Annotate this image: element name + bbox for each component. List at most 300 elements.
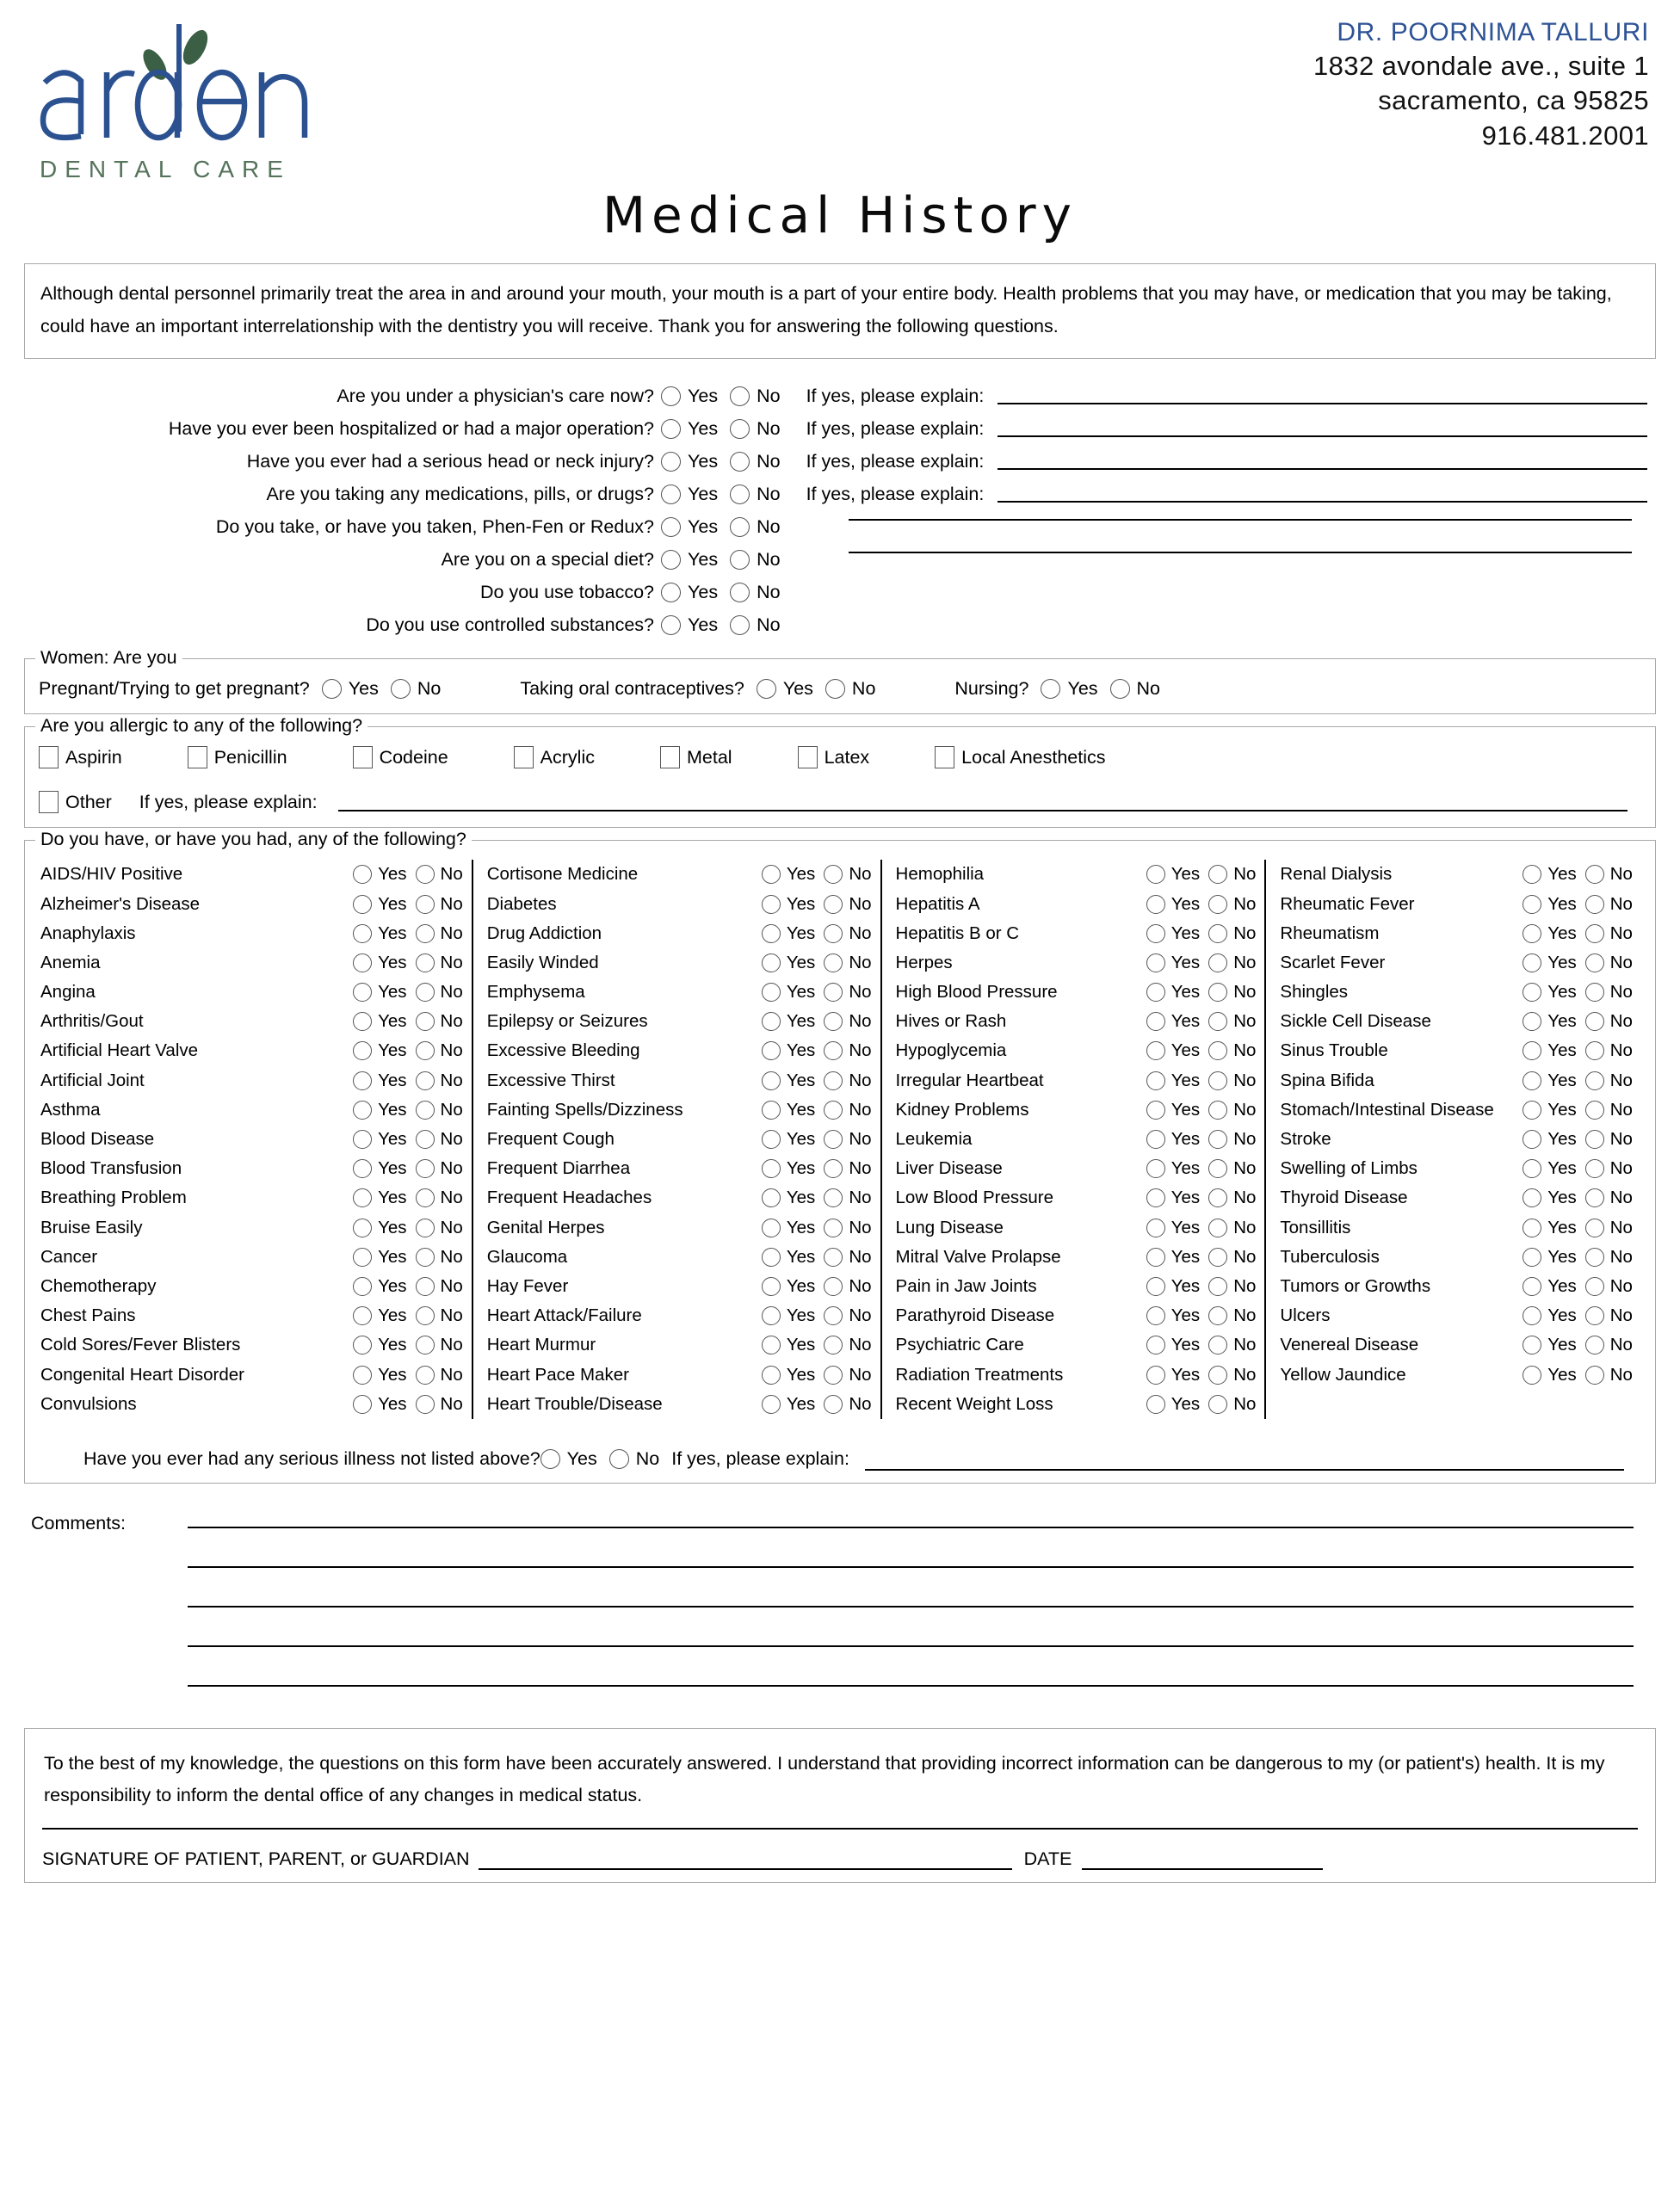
cond-0-9-no-option[interactable] xyxy=(416,1129,472,1150)
cond-1-12-yes-option[interactable] xyxy=(762,1218,824,1238)
general-q6-no-radio[interactable] xyxy=(730,583,750,602)
cond-3-5-yes-radio[interactable] xyxy=(1522,1012,1541,1031)
cond-1-3-no-radio[interactable] xyxy=(824,953,843,972)
cond-1-2-no-radio[interactable] xyxy=(824,924,843,943)
allergy-checkbox[interactable] xyxy=(935,746,954,768)
cond-3-7-no-option[interactable] xyxy=(1585,1071,1641,1091)
cond-3-10-no-radio[interactable] xyxy=(1585,1159,1604,1178)
general-q2-no-radio[interactable] xyxy=(730,452,750,472)
cond-3-3-no-option[interactable] xyxy=(1585,953,1641,973)
cond-1-10-no-radio[interactable] xyxy=(824,1159,843,1178)
cond-0-12-no-option[interactable] xyxy=(416,1218,472,1238)
cond-1-7-yes-option[interactable] xyxy=(762,1071,824,1091)
cond-3-1-no-option[interactable] xyxy=(1585,894,1641,915)
cond-3-16-yes-option[interactable] xyxy=(1522,1335,1584,1355)
cond-3-5-no-option[interactable] xyxy=(1585,1011,1641,1032)
cond-3-11-yes-radio[interactable] xyxy=(1522,1188,1541,1207)
cond-2-7-yes-option[interactable] xyxy=(1146,1071,1208,1091)
cond-0-18-yes-option[interactable] xyxy=(353,1394,415,1415)
cond-1-10-yes-option[interactable] xyxy=(762,1158,824,1179)
cond-0-13-no-radio[interactable] xyxy=(416,1248,435,1267)
cond-1-2-no-option[interactable] xyxy=(824,923,880,944)
cond-1-12-no-radio[interactable] xyxy=(824,1219,843,1237)
cond-3-12-no-option[interactable] xyxy=(1585,1218,1641,1238)
cond-3-16-yes-radio[interactable] xyxy=(1522,1336,1541,1355)
cond-2-16-no-option[interactable] xyxy=(1208,1335,1264,1355)
cond-2-17-yes-radio[interactable] xyxy=(1146,1366,1165,1385)
cond-0-1-no-option[interactable] xyxy=(416,894,472,915)
cond-1-8-no-radio[interactable] xyxy=(824,1101,843,1120)
cond-0-12-yes-option[interactable] xyxy=(353,1218,415,1238)
cond-2-14-no-radio[interactable] xyxy=(1208,1277,1227,1296)
cond-2-0-yes-option[interactable] xyxy=(1146,864,1208,885)
cond-0-12-yes-radio[interactable] xyxy=(353,1219,372,1237)
cond-2-12-yes-option[interactable] xyxy=(1146,1218,1208,1238)
cond-2-18-no-option[interactable] xyxy=(1208,1394,1264,1415)
cond-2-9-yes-option[interactable] xyxy=(1146,1129,1208,1150)
cond-1-7-no-radio[interactable] xyxy=(824,1071,843,1090)
cond-0-1-yes-radio[interactable] xyxy=(353,895,372,914)
cond-1-9-no-option[interactable] xyxy=(824,1129,880,1150)
cond-0-2-yes-option[interactable] xyxy=(353,923,415,944)
cond-3-13-no-option[interactable] xyxy=(1585,1247,1641,1268)
cond-0-0-yes-option[interactable] xyxy=(353,864,415,885)
women-q2-no-radio[interactable] xyxy=(1110,679,1130,699)
cond-0-14-yes-radio[interactable] xyxy=(353,1277,372,1296)
cond-1-6-yes-option[interactable] xyxy=(762,1040,824,1061)
cond-1-13-no-radio[interactable] xyxy=(824,1248,843,1267)
cond-0-9-no-radio[interactable] xyxy=(416,1130,435,1149)
cond-1-17-yes-radio[interactable] xyxy=(762,1366,781,1385)
cond-0-2-yes-radio[interactable] xyxy=(353,924,372,943)
cond-1-12-no-option[interactable] xyxy=(824,1218,880,1238)
cond-3-8-yes-radio[interactable] xyxy=(1522,1101,1541,1120)
cond-3-1-yes-option[interactable] xyxy=(1522,894,1584,915)
cond-2-0-no-radio[interactable] xyxy=(1208,865,1227,884)
cond-3-14-yes-radio[interactable] xyxy=(1522,1277,1541,1296)
cond-2-12-no-option[interactable] xyxy=(1208,1218,1264,1238)
cond-2-14-yes-radio[interactable] xyxy=(1146,1277,1165,1296)
allergy-other-checkbox[interactable] xyxy=(39,791,59,813)
cond-3-0-yes-option[interactable] xyxy=(1522,864,1584,885)
cond-3-15-no-radio[interactable] xyxy=(1585,1306,1604,1325)
general-question-explain-input[interactable] xyxy=(998,420,1647,437)
cond-3-0-no-radio[interactable] xyxy=(1585,865,1604,884)
cond-2-7-no-option[interactable] xyxy=(1208,1071,1264,1091)
cond-3-13-no-radio[interactable] xyxy=(1585,1248,1604,1267)
cond-3-8-no-radio[interactable] xyxy=(1585,1101,1604,1120)
cond-2-15-yes-option[interactable] xyxy=(1146,1305,1208,1326)
cond-0-11-no-radio[interactable] xyxy=(416,1188,435,1207)
cond-2-17-yes-option[interactable] xyxy=(1146,1365,1208,1385)
general-q4-no-radio[interactable] xyxy=(730,517,750,537)
allergy-checkbox[interactable] xyxy=(798,746,818,768)
cond-1-18-no-option[interactable] xyxy=(824,1394,880,1415)
cond-3-11-no-option[interactable] xyxy=(1585,1188,1641,1208)
cond-3-8-yes-option[interactable] xyxy=(1522,1100,1584,1120)
cond-1-9-no-radio[interactable] xyxy=(824,1130,843,1149)
allergy-other-explain-input[interactable] xyxy=(338,793,1628,811)
cond-2-6-yes-radio[interactable] xyxy=(1146,1041,1165,1060)
cond-2-4-yes-option[interactable] xyxy=(1146,982,1208,1003)
cond-3-9-yes-option[interactable] xyxy=(1522,1129,1584,1150)
cond-2-11-no-option[interactable] xyxy=(1208,1188,1264,1208)
cond-2-13-yes-option[interactable] xyxy=(1146,1247,1208,1268)
cond-1-1-no-radio[interactable] xyxy=(824,895,843,914)
general-question-explain-input[interactable] xyxy=(998,453,1647,470)
cond-3-2-no-option[interactable] xyxy=(1585,923,1641,944)
cond-2-11-yes-option[interactable] xyxy=(1146,1188,1208,1208)
cond-3-13-yes-option[interactable] xyxy=(1522,1247,1584,1268)
cond-0-6-yes-option[interactable] xyxy=(353,1040,415,1061)
cond-0-13-yes-option[interactable] xyxy=(353,1247,415,1268)
cond-2-11-no-radio[interactable] xyxy=(1208,1188,1227,1207)
cond-0-15-yes-radio[interactable] xyxy=(353,1306,372,1325)
cond-2-16-no-radio[interactable] xyxy=(1208,1336,1227,1355)
cond-0-0-yes-radio[interactable] xyxy=(353,865,372,884)
allergy-checkbox[interactable] xyxy=(660,746,680,768)
general-q2-yes-radio[interactable] xyxy=(661,452,681,472)
women-q2-yes-radio[interactable] xyxy=(1041,679,1060,699)
cond-1-18-no-radio[interactable] xyxy=(824,1395,843,1414)
cond-0-15-no-radio[interactable] xyxy=(416,1306,435,1325)
general-q2-yes-option[interactable] xyxy=(661,451,730,472)
comment-line[interactable] xyxy=(188,1566,1634,1568)
general-question-explain-input[interactable] xyxy=(998,387,1647,404)
cond-3-3-yes-option[interactable] xyxy=(1522,953,1584,973)
cond-0-8-yes-radio[interactable] xyxy=(353,1101,372,1120)
cond-2-3-no-radio[interactable] xyxy=(1208,953,1227,972)
cond-0-4-yes-option[interactable] xyxy=(353,982,415,1003)
cond-3-0-yes-radio[interactable] xyxy=(1522,865,1541,884)
cond-1-4-no-radio[interactable] xyxy=(824,983,843,1002)
cond-2-0-yes-radio[interactable] xyxy=(1146,865,1165,884)
general-q1-no-radio[interactable] xyxy=(730,419,750,439)
general-q5-yes-option[interactable] xyxy=(661,549,730,571)
cond-0-14-yes-option[interactable] xyxy=(353,1276,415,1297)
cond-2-9-yes-radio[interactable] xyxy=(1146,1130,1165,1149)
cond-0-18-no-option[interactable] xyxy=(416,1394,472,1415)
cond-2-16-yes-option[interactable] xyxy=(1146,1335,1208,1355)
cond-3-2-no-radio[interactable] xyxy=(1585,924,1604,943)
cond-0-5-no-radio[interactable] xyxy=(416,1012,435,1031)
general-q3-no-option[interactable] xyxy=(730,484,792,505)
general-q6-yes-option[interactable] xyxy=(661,582,730,603)
cond-0-13-yes-radio[interactable] xyxy=(353,1248,372,1267)
cond-1-15-yes-radio[interactable] xyxy=(762,1306,781,1325)
cond-1-16-no-radio[interactable] xyxy=(824,1336,843,1355)
cond-2-12-no-radio[interactable] xyxy=(1208,1219,1227,1237)
cond-2-8-no-option[interactable] xyxy=(1208,1100,1264,1120)
cond-3-4-yes-radio[interactable] xyxy=(1522,983,1541,1002)
cond-3-12-yes-option[interactable] xyxy=(1522,1218,1584,1238)
cond-0-7-no-option[interactable] xyxy=(416,1071,472,1091)
cond-1-16-yes-radio[interactable] xyxy=(762,1336,781,1355)
general-extra-rule[interactable] xyxy=(849,552,1632,553)
women-q1-yes-option[interactable] xyxy=(757,678,825,700)
comment-line[interactable] xyxy=(188,1606,1634,1608)
cond-3-3-no-radio[interactable] xyxy=(1585,953,1604,972)
general-q7-yes-radio[interactable] xyxy=(661,615,681,635)
serious-yes-radio[interactable] xyxy=(540,1449,560,1469)
cond-1-5-no-option[interactable] xyxy=(824,1011,880,1032)
cond-2-13-yes-radio[interactable] xyxy=(1146,1248,1165,1267)
cond-3-17-no-option[interactable] xyxy=(1585,1365,1641,1385)
cond-1-3-no-option[interactable] xyxy=(824,953,880,973)
cond-0-4-yes-radio[interactable] xyxy=(353,983,372,1002)
women-q1-no-option[interactable] xyxy=(825,678,887,700)
cond-0-10-yes-radio[interactable] xyxy=(353,1159,372,1178)
cond-1-17-no-radio[interactable] xyxy=(824,1366,843,1385)
general-q4-no-option[interactable] xyxy=(730,516,792,538)
cond-2-5-no-option[interactable] xyxy=(1208,1011,1264,1032)
cond-1-8-no-option[interactable] xyxy=(824,1100,880,1120)
cond-2-15-no-radio[interactable] xyxy=(1208,1306,1227,1325)
cond-0-9-yes-radio[interactable] xyxy=(353,1130,372,1149)
cond-3-17-no-radio[interactable] xyxy=(1585,1366,1604,1385)
cond-0-5-yes-radio[interactable] xyxy=(353,1012,372,1031)
general-q5-no-radio[interactable] xyxy=(730,550,750,570)
cond-3-6-no-option[interactable] xyxy=(1585,1040,1641,1061)
cond-2-2-no-radio[interactable] xyxy=(1208,924,1227,943)
general-question-explain-input[interactable] xyxy=(998,485,1647,503)
general-q7-no-option[interactable] xyxy=(730,614,792,636)
cond-0-14-no-option[interactable] xyxy=(416,1276,472,1297)
cond-0-16-yes-radio[interactable] xyxy=(353,1336,372,1355)
comment-line[interactable] xyxy=(188,1645,1634,1647)
cond-3-2-yes-option[interactable] xyxy=(1522,923,1584,944)
cond-3-17-yes-option[interactable] xyxy=(1522,1365,1584,1385)
cond-3-6-yes-option[interactable] xyxy=(1522,1040,1584,1061)
cond-2-10-yes-option[interactable] xyxy=(1146,1158,1208,1179)
cond-1-18-yes-radio[interactable] xyxy=(762,1395,781,1414)
cond-3-6-no-radio[interactable] xyxy=(1585,1041,1604,1060)
general-q6-no-option[interactable] xyxy=(730,582,792,603)
cond-3-7-yes-option[interactable] xyxy=(1522,1071,1584,1091)
cond-3-6-yes-radio[interactable] xyxy=(1522,1041,1541,1060)
cond-0-10-no-radio[interactable] xyxy=(416,1159,435,1178)
signature-input[interactable] xyxy=(479,1848,1012,1870)
cond-3-9-no-option[interactable] xyxy=(1585,1129,1641,1150)
cond-1-11-no-radio[interactable] xyxy=(824,1188,843,1207)
cond-1-18-yes-option[interactable] xyxy=(762,1394,824,1415)
cond-0-17-no-radio[interactable] xyxy=(416,1366,435,1385)
cond-0-4-no-option[interactable] xyxy=(416,982,472,1003)
cond-2-5-no-radio[interactable] xyxy=(1208,1012,1227,1031)
cond-3-3-yes-radio[interactable] xyxy=(1522,953,1541,972)
cond-3-9-yes-radio[interactable] xyxy=(1522,1130,1541,1149)
cond-2-13-no-option[interactable] xyxy=(1208,1247,1264,1268)
allergy-other-option[interactable] xyxy=(39,791,124,813)
cond-3-0-no-option[interactable] xyxy=(1585,864,1641,885)
cond-1-10-no-option[interactable] xyxy=(824,1158,880,1179)
women-q1-no-radio[interactable] xyxy=(825,679,845,699)
cond-2-9-no-radio[interactable] xyxy=(1208,1130,1227,1149)
cond-1-5-yes-radio[interactable] xyxy=(762,1012,781,1031)
cond-0-11-yes-option[interactable] xyxy=(353,1188,415,1208)
cond-0-10-no-option[interactable] xyxy=(416,1158,472,1179)
cond-2-18-yes-radio[interactable] xyxy=(1146,1395,1165,1414)
allergy-option-5[interactable] xyxy=(798,746,882,768)
cond-3-15-yes-radio[interactable] xyxy=(1522,1306,1541,1325)
general-q1-no-option[interactable] xyxy=(730,418,792,440)
cond-2-3-yes-radio[interactable] xyxy=(1146,953,1165,972)
cond-0-6-no-option[interactable] xyxy=(416,1040,472,1061)
allergy-checkbox[interactable] xyxy=(514,746,534,768)
cond-1-13-no-option[interactable] xyxy=(824,1247,880,1268)
cond-0-10-yes-option[interactable] xyxy=(353,1158,415,1179)
cond-3-12-yes-radio[interactable] xyxy=(1522,1219,1541,1237)
general-q0-yes-option[interactable] xyxy=(661,386,730,407)
cond-3-2-yes-radio[interactable] xyxy=(1522,924,1541,943)
women-q0-no-radio[interactable] xyxy=(391,679,411,699)
cond-2-17-no-option[interactable] xyxy=(1208,1365,1264,1385)
cond-3-5-yes-option[interactable] xyxy=(1522,1011,1584,1032)
cond-0-2-no-radio[interactable] xyxy=(416,924,435,943)
cond-3-7-no-radio[interactable] xyxy=(1585,1071,1604,1090)
cond-0-15-yes-option[interactable] xyxy=(353,1305,415,1326)
cond-0-16-no-radio[interactable] xyxy=(416,1336,435,1355)
cond-0-16-yes-option[interactable] xyxy=(353,1335,415,1355)
general-q3-no-radio[interactable] xyxy=(730,484,750,504)
cond-2-14-yes-option[interactable] xyxy=(1146,1276,1208,1297)
cond-2-6-no-option[interactable] xyxy=(1208,1040,1264,1061)
cond-0-3-no-option[interactable] xyxy=(416,953,472,973)
allergy-option-4[interactable] xyxy=(660,746,744,768)
cond-0-14-no-radio[interactable] xyxy=(416,1277,435,1296)
cond-1-2-yes-radio[interactable] xyxy=(762,924,781,943)
cond-2-14-no-option[interactable] xyxy=(1208,1276,1264,1297)
cond-1-6-yes-radio[interactable] xyxy=(762,1041,781,1060)
cond-1-14-yes-radio[interactable] xyxy=(762,1277,781,1296)
general-q5-no-option[interactable] xyxy=(730,549,792,571)
cond-3-8-no-option[interactable] xyxy=(1585,1100,1641,1120)
general-q1-yes-radio[interactable] xyxy=(661,419,681,439)
general-q0-no-option[interactable] xyxy=(730,386,792,407)
cond-3-11-yes-option[interactable] xyxy=(1522,1188,1584,1208)
cond-0-13-no-option[interactable] xyxy=(416,1247,472,1268)
serious-explain-input[interactable] xyxy=(865,1448,1624,1471)
general-q2-no-option[interactable] xyxy=(730,451,792,472)
cond-1-15-yes-option[interactable] xyxy=(762,1305,824,1326)
cond-1-4-no-option[interactable] xyxy=(824,982,880,1003)
serious-no-option[interactable] xyxy=(609,1448,671,1470)
cond-1-8-yes-option[interactable] xyxy=(762,1100,824,1120)
cond-1-16-no-option[interactable] xyxy=(824,1335,880,1355)
cond-2-17-no-radio[interactable] xyxy=(1208,1366,1227,1385)
cond-1-4-yes-option[interactable] xyxy=(762,982,824,1003)
serious-yes-option[interactable] xyxy=(540,1448,609,1470)
women-q1-yes-radio[interactable] xyxy=(757,679,776,699)
general-q3-yes-radio[interactable] xyxy=(661,484,681,504)
cond-1-11-no-option[interactable] xyxy=(824,1188,880,1208)
cond-2-6-no-radio[interactable] xyxy=(1208,1041,1227,1060)
cond-2-4-no-radio[interactable] xyxy=(1208,983,1227,1002)
cond-2-15-no-option[interactable] xyxy=(1208,1305,1264,1326)
date-input[interactable] xyxy=(1082,1848,1323,1870)
cond-0-17-no-option[interactable] xyxy=(416,1365,472,1385)
cond-0-17-yes-option[interactable] xyxy=(353,1365,415,1385)
cond-2-11-yes-radio[interactable] xyxy=(1146,1188,1165,1207)
allergy-option-1[interactable] xyxy=(188,746,300,768)
cond-0-11-no-option[interactable] xyxy=(416,1188,472,1208)
cond-1-1-yes-option[interactable] xyxy=(762,894,824,915)
cond-0-6-no-radio[interactable] xyxy=(416,1041,435,1060)
cond-0-3-no-radio[interactable] xyxy=(416,953,435,972)
cond-0-7-yes-option[interactable] xyxy=(353,1071,415,1091)
cond-1-14-yes-option[interactable] xyxy=(762,1276,824,1297)
allergy-checkbox[interactable] xyxy=(353,746,373,768)
cond-2-0-no-option[interactable] xyxy=(1208,864,1264,885)
cond-1-5-yes-option[interactable] xyxy=(762,1011,824,1032)
cond-0-9-yes-option[interactable] xyxy=(353,1129,415,1150)
cond-1-9-yes-option[interactable] xyxy=(762,1129,824,1150)
cond-2-13-no-radio[interactable] xyxy=(1208,1248,1227,1267)
cond-3-1-yes-radio[interactable] xyxy=(1522,895,1541,914)
cond-1-5-no-radio[interactable] xyxy=(824,1012,843,1031)
cond-3-14-yes-option[interactable] xyxy=(1522,1276,1584,1297)
allergy-checkbox[interactable] xyxy=(188,746,207,768)
cond-3-5-no-radio[interactable] xyxy=(1585,1012,1604,1031)
cond-1-10-yes-radio[interactable] xyxy=(762,1159,781,1178)
cond-2-10-no-option[interactable] xyxy=(1208,1158,1264,1179)
cond-1-13-yes-radio[interactable] xyxy=(762,1248,781,1267)
cond-0-16-no-option[interactable] xyxy=(416,1335,472,1355)
cond-1-3-yes-option[interactable] xyxy=(762,953,824,973)
cond-1-0-yes-option[interactable] xyxy=(762,864,824,885)
cond-2-5-yes-radio[interactable] xyxy=(1146,1012,1165,1031)
cond-0-12-no-radio[interactable] xyxy=(416,1219,435,1237)
serious-no-radio[interactable] xyxy=(609,1449,629,1469)
cond-1-0-no-option[interactable] xyxy=(824,864,880,885)
cond-0-7-yes-radio[interactable] xyxy=(353,1071,372,1090)
general-q6-yes-radio[interactable] xyxy=(661,583,681,602)
cond-3-1-no-radio[interactable] xyxy=(1585,895,1604,914)
cond-2-8-yes-option[interactable] xyxy=(1146,1100,1208,1120)
women-q2-yes-option[interactable] xyxy=(1041,678,1109,700)
cond-2-8-yes-radio[interactable] xyxy=(1146,1101,1165,1120)
general-q3-yes-option[interactable] xyxy=(661,484,730,505)
cond-1-11-yes-option[interactable] xyxy=(762,1188,824,1208)
cond-2-3-no-option[interactable] xyxy=(1208,953,1264,973)
cond-1-6-no-radio[interactable] xyxy=(824,1041,843,1060)
cond-0-2-no-option[interactable] xyxy=(416,923,472,944)
general-q7-yes-option[interactable] xyxy=(661,614,730,636)
cond-1-2-yes-option[interactable] xyxy=(762,923,824,944)
cond-2-1-no-radio[interactable] xyxy=(1208,895,1227,914)
allergy-option-6[interactable] xyxy=(935,746,1117,768)
cond-0-3-yes-radio[interactable] xyxy=(353,953,372,972)
cond-2-18-yes-option[interactable] xyxy=(1146,1394,1208,1415)
cond-1-17-no-option[interactable] xyxy=(824,1365,880,1385)
cond-2-1-yes-option[interactable] xyxy=(1146,894,1208,915)
cond-2-4-no-option[interactable] xyxy=(1208,982,1264,1003)
cond-2-16-yes-radio[interactable] xyxy=(1146,1336,1165,1355)
cond-2-2-yes-option[interactable] xyxy=(1146,923,1208,944)
cond-1-14-no-option[interactable] xyxy=(824,1276,880,1297)
cond-2-10-no-radio[interactable] xyxy=(1208,1159,1227,1178)
general-q0-yes-radio[interactable] xyxy=(661,386,681,406)
cond-1-4-yes-radio[interactable] xyxy=(762,983,781,1002)
cond-1-15-no-option[interactable] xyxy=(824,1305,880,1326)
cond-2-6-yes-option[interactable] xyxy=(1146,1040,1208,1061)
general-extra-rule[interactable] xyxy=(849,519,1632,521)
cond-0-8-no-option[interactable] xyxy=(416,1100,472,1120)
cond-1-6-no-option[interactable] xyxy=(824,1040,880,1061)
cond-1-1-yes-radio[interactable] xyxy=(762,895,781,914)
cond-1-0-yes-radio[interactable] xyxy=(762,865,781,884)
cond-2-5-yes-option[interactable] xyxy=(1146,1011,1208,1032)
